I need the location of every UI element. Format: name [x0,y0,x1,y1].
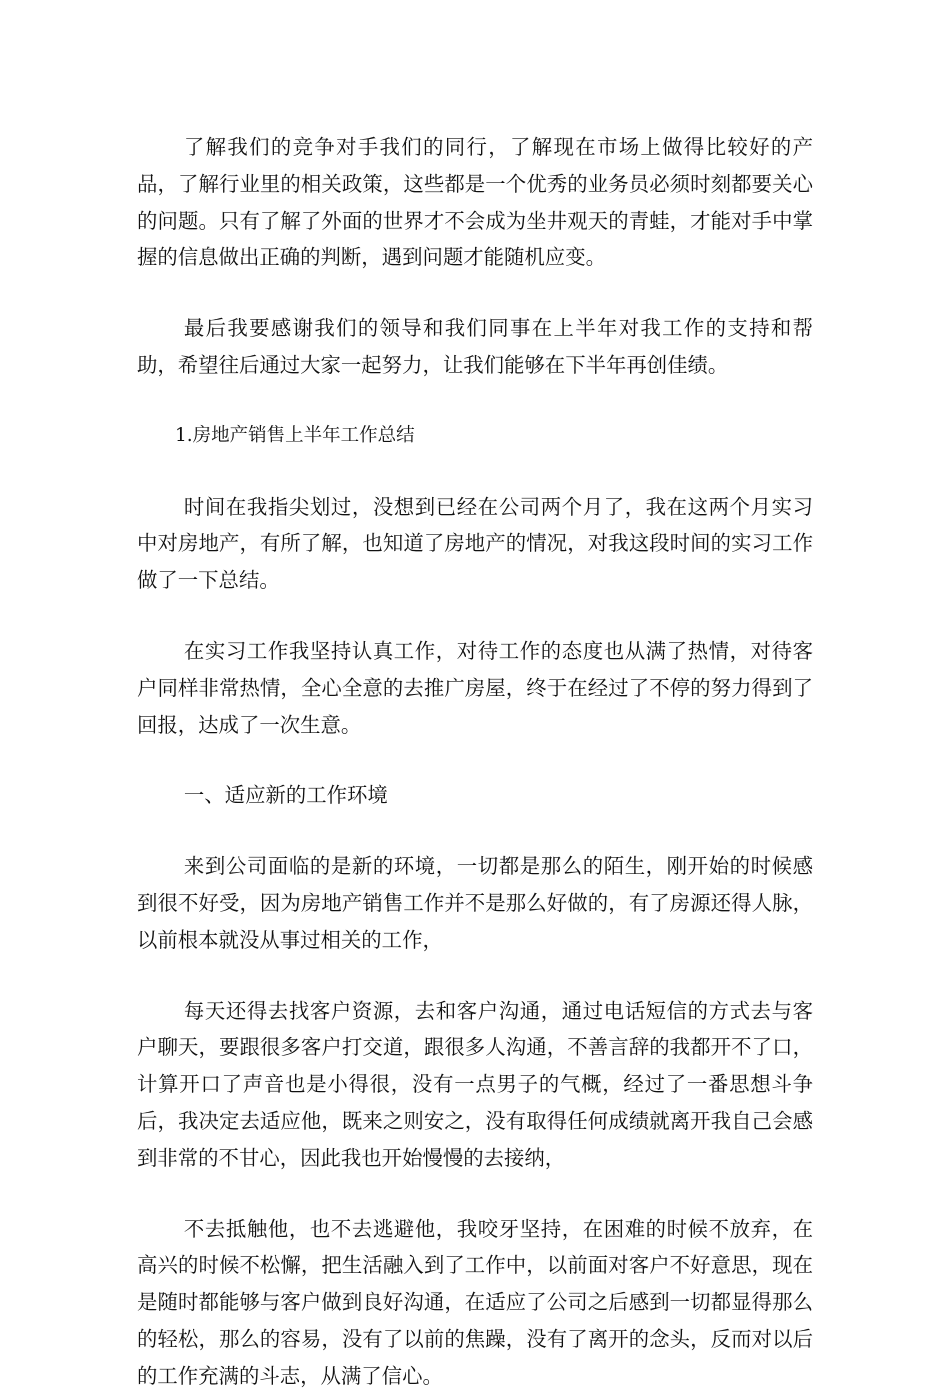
section-heading-adapt: 一、适应新的工作环境 [183,783,388,808]
paragraph-thanks: 最后我要感谢我们的领导和我们同事在上半年对我工作的支持和帮助，希望往后通过大家一起努力，让我们能够在下半年再创佳绩。 [137,316,813,377]
paragraph-persistence: 不去抵触他，也不去逃避他，我咬牙坚持，在困难的时候不放弃，在高兴的时候不松懈，把生活融入到了工作中，以前面对客户不好意思，现在是随时都能够与客户做到良好沟通，在适应了公司之后感到一切都显得那么的轻松，那么的容易，没有了以前的焦躁，没有了离开的念头，反而对以后的工作充满的斗志，从满了信心。 [137,1216,813,1388]
paragraph-spacer [137,384,813,418]
paragraph-competitors: 了解我们的竞争对手我们的同行，了解现在市场上做得比较好的产品，了解行业里的相关政策，这些都是一个优秀的业务员必须时刻都要关心的问题。只有了解了外面的世界才不会成为坐井观天的青蛙，才能对手中掌握的信息做出正确的判断，遇到问题才能随机应变。 [137,135,813,270]
paragraph-daily-work: 每天还得去找客户资源，去和客户沟通，通过电话短信的方式去与客户聊天，要跟很多客户打交道，跟很多人沟通，不善言辞的我都开不了口，计算开口了声音也是小得很，没有一点男子的气概，经过了一番思想斗争后，我决定去适应他，既来之则安之，没有取得任何成绩就离开我自己会感到非常的不甘心，因此我也开始慢慢的去接纳， [137,998,813,1170]
paragraph-spacer [137,1177,813,1211]
paragraph-spacer [137,743,813,777]
paragraph-spacer [137,599,813,633]
paragraph-intro: 时间在我指尖划过，没想到已经在公司两个月了，我在这两个月实习中对房地产，有所了解，也知道了房地产的情况，对我这段时间的实习工作做了一下总结。 [137,494,813,593]
paragraph-new-environment: 来到公司面临的是新的环境，一切都是那么的陌生，刚开始的时候感到很不好受，因为房地产销售工作并不是那么好做的，有了房源还得人脉，以前根本就没从事过相关的工作， [137,854,813,952]
paragraph-spacer [137,276,813,310]
paragraph-spacer [137,455,813,489]
paragraph-spacer [137,959,813,993]
document-body [137,129,813,1395]
paragraph-internship: 在实习工作我坚持认真工作，对待工作的态度也从满了热情，对待客户同样非常热情，全心全意的去推广房屋，终于在经过了不停的努力得到了回报，达成了一次生意。 [137,638,813,737]
paragraph-spacer [137,814,813,848]
section-heading-summary: 1.房地产销售上半年工作总结 [175,424,415,446]
